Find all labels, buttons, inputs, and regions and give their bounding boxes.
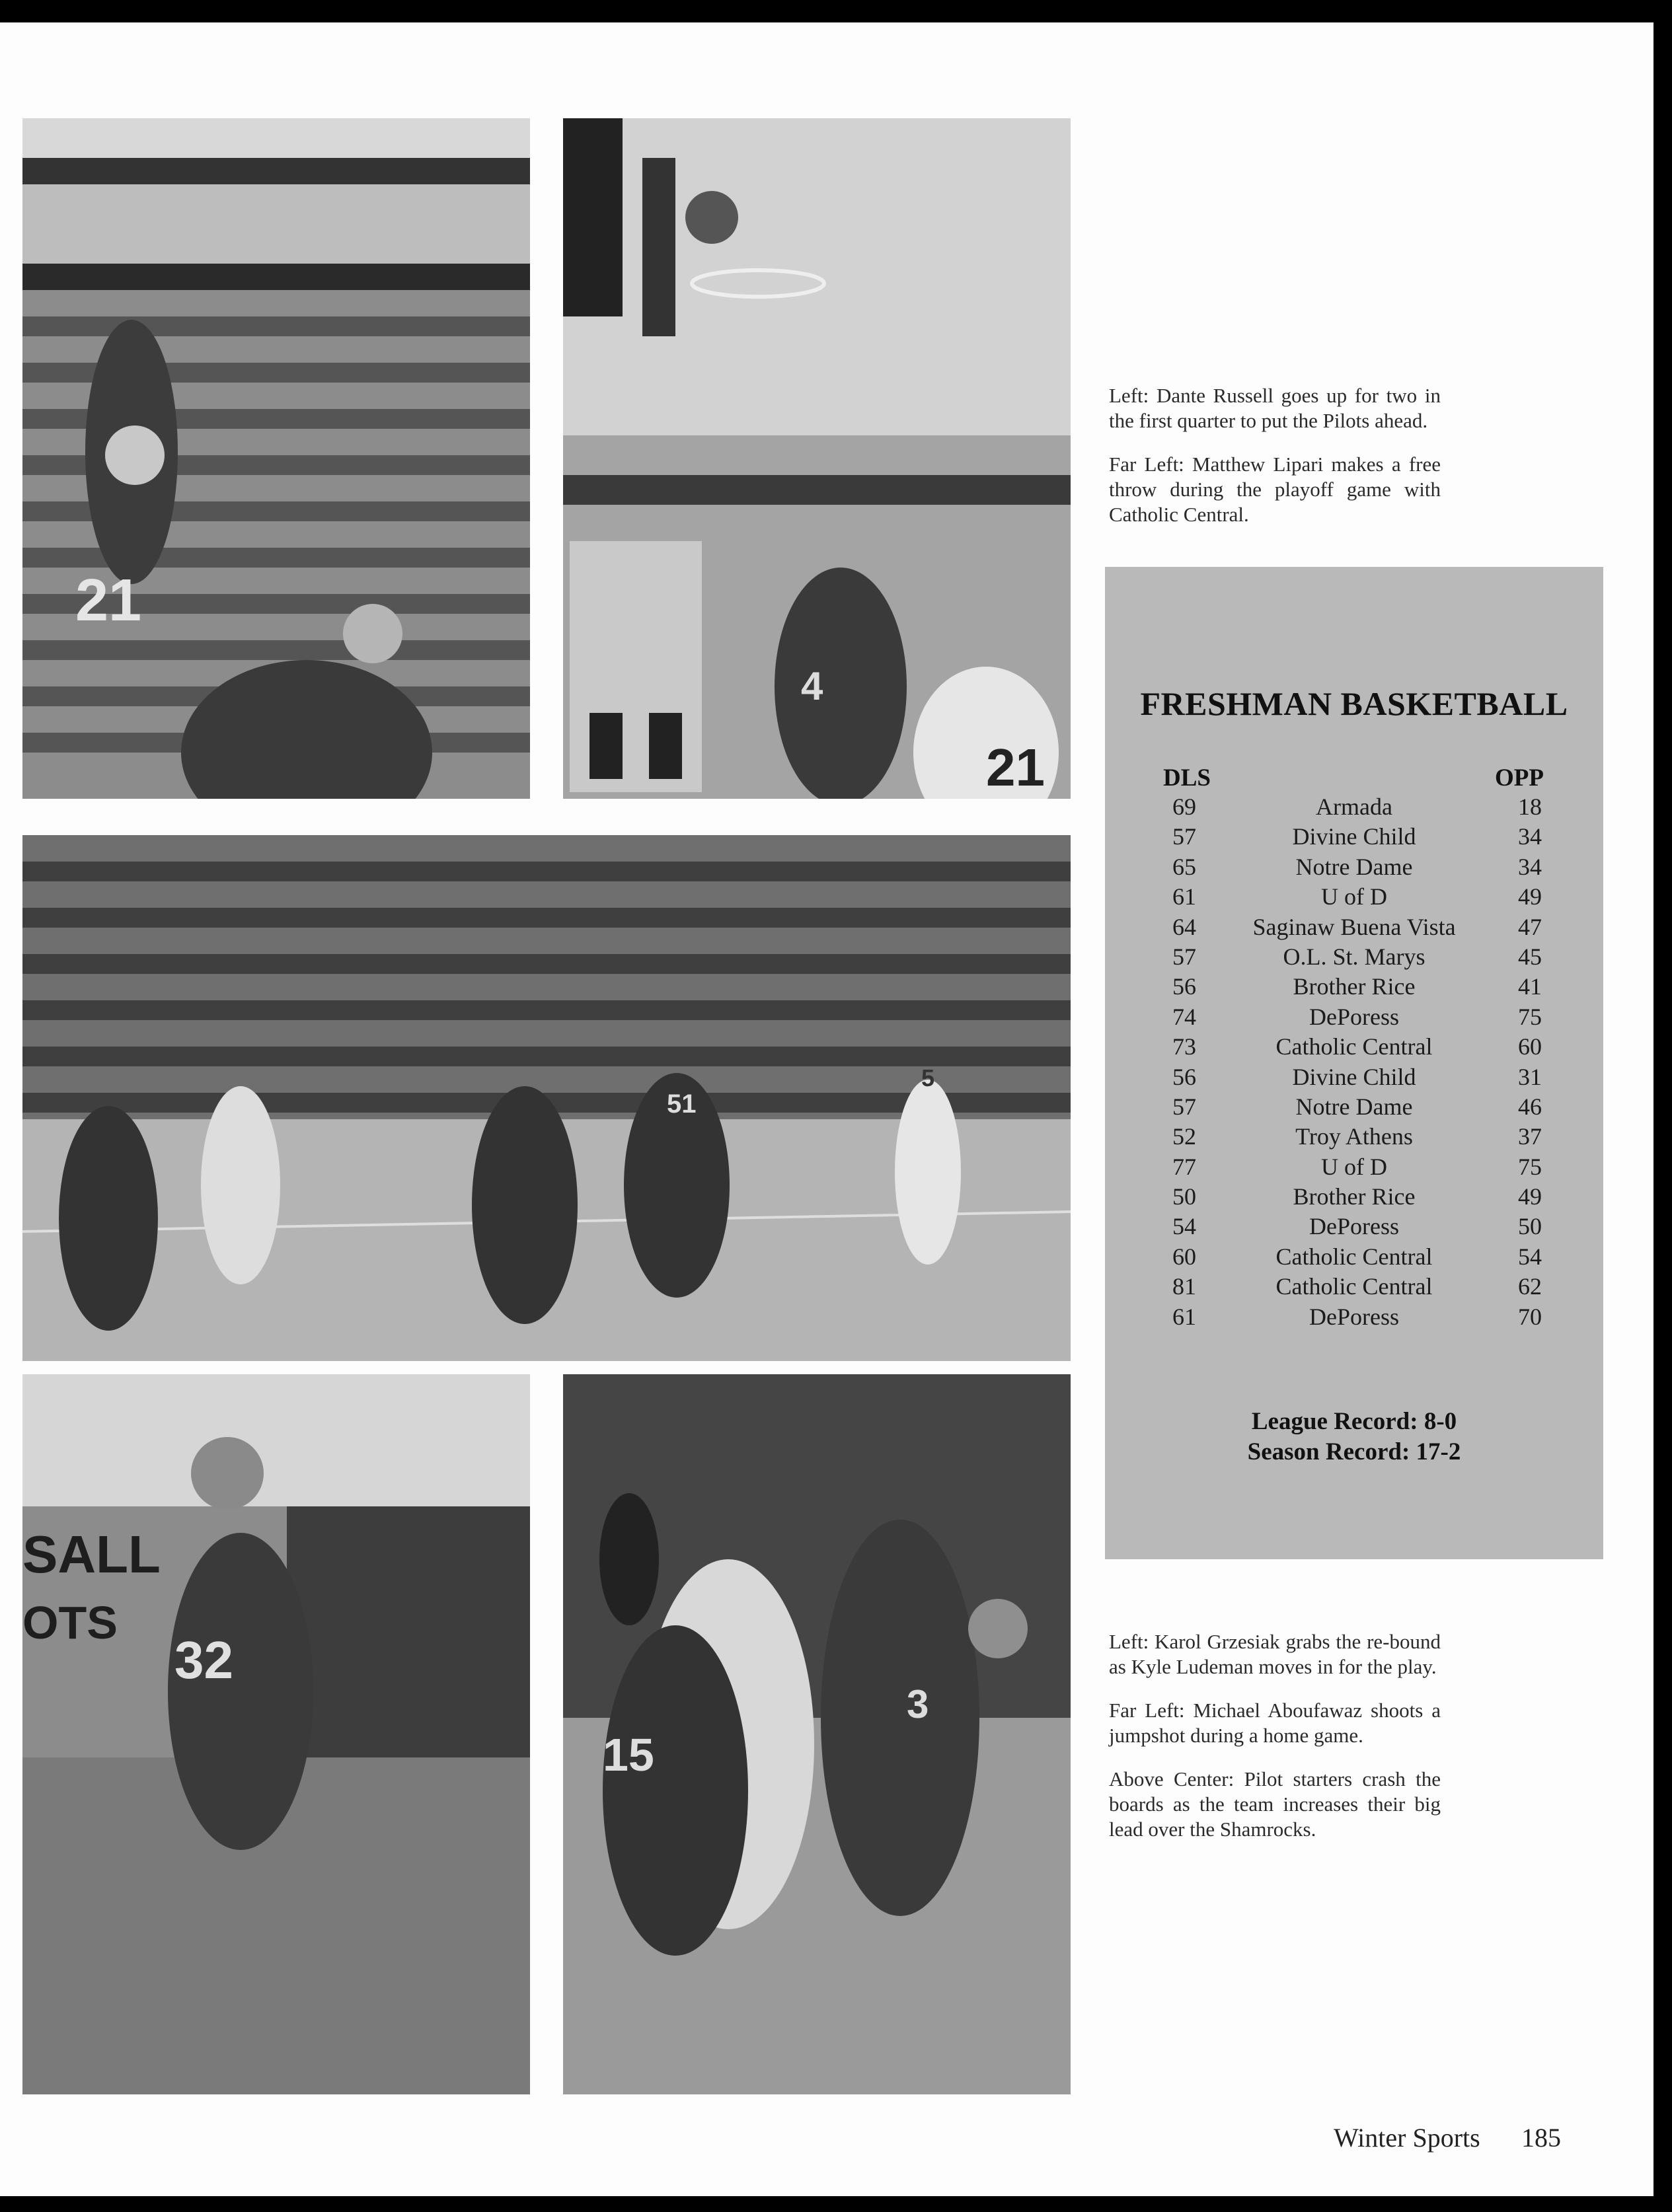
score-row	[1105, 823, 1603, 852]
opp-score: 41	[1518, 973, 1542, 1000]
caption-karol-grzesiak: Left: Karol Grzesiak grabs the re-bound as Kyle Ludeman moves in for the play.	[1109, 1630, 1441, 1678]
opponent-name: U of D	[1321, 883, 1387, 910]
score-row	[1105, 1093, 1603, 1123]
caption-michael-aboufawaz: Far Left: Michael Aboufawaz shoots a jumpshot during a home game.	[1109, 1699, 1441, 1747]
opponent-name: Catholic Central	[1275, 1243, 1433, 1270]
opponent-name: Divine Child	[1292, 1063, 1416, 1090]
dls-score: 60	[1172, 1243, 1196, 1270]
dls-score: 77	[1172, 1153, 1196, 1180]
league-record: League Record: 8-0	[1251, 1408, 1457, 1435]
opponent-name: Brother Rice	[1293, 973, 1416, 1000]
photo-free-throw	[22, 1374, 530, 2094]
opponent-name: DePoress	[1309, 1303, 1399, 1330]
score-row	[1105, 1003, 1603, 1033]
dls-score: 65	[1172, 853, 1196, 880]
dls-score: 57	[1172, 1093, 1196, 1120]
section-name: Winter Sports	[1334, 2123, 1480, 2153]
opponent-name: DePoress	[1309, 1003, 1399, 1030]
opp-score: 37	[1518, 1123, 1542, 1150]
scores-list	[1105, 793, 1603, 1333]
top-captions	[1109, 383, 1441, 527]
photo-game-action	[22, 835, 1071, 1361]
jersey-number-21: 21	[75, 568, 142, 634]
yearbook-page	[0, 22, 1653, 2196]
score-row	[1105, 973, 1603, 1002]
score-row	[1105, 1123, 1603, 1152]
caption-pilot-starters: Above Center: Pilot starters crash the boards as the team increases their big lead over the Shamrocks.	[1109, 1767, 1441, 1841]
opponent-name: Armada	[1316, 793, 1392, 820]
score-row	[1105, 883, 1603, 912]
jersey-number-21b: 21	[986, 738, 1045, 797]
opp-score: 50	[1518, 1213, 1542, 1240]
score-row	[1105, 1153, 1603, 1183]
opp-score: 31	[1518, 1063, 1542, 1090]
opp-score: 18	[1518, 793, 1542, 820]
opponent-name: Divine Child	[1292, 823, 1416, 850]
score-row	[1105, 1033, 1603, 1062]
dls-score: 61	[1172, 1303, 1196, 1330]
score-row	[1105, 793, 1603, 823]
opp-score: 45	[1518, 943, 1542, 970]
bottom-captions	[1109, 1629, 1441, 1842]
dls-score: 74	[1172, 1003, 1196, 1030]
opp-score: 49	[1518, 1183, 1542, 1210]
dls-score: 56	[1172, 1063, 1196, 1090]
banner-text-line1: SALL	[22, 1525, 161, 1584]
scoreboard-box	[1105, 567, 1603, 1559]
score-row	[1105, 1212, 1603, 1242]
caption-dante-russell: Left: Dante Russell goes up for two in the first quarter to put the Pilots ahead.	[1109, 384, 1441, 432]
opponent-name: Notre Dame	[1295, 1093, 1413, 1120]
score-row	[1105, 913, 1603, 943]
dls-score: 64	[1172, 913, 1196, 940]
photo-layup	[563, 118, 1071, 799]
opp-score: 46	[1518, 1093, 1542, 1120]
score-row	[1105, 1063, 1603, 1093]
jersey-number-32: 32	[174, 1631, 233, 1689]
photo-jumpshot	[22, 118, 530, 799]
scoreboard-title: FRESHMAN BASKETBALL	[1140, 685, 1568, 722]
photo-rebound	[563, 1374, 1071, 2094]
score-row	[1105, 1303, 1603, 1333]
opp-score: 49	[1518, 883, 1542, 910]
page-number: 185	[1521, 2123, 1561, 2153]
banner-text-line2: OTS	[22, 1597, 118, 1648]
dls-score: 57	[1172, 823, 1196, 850]
dls-score: 52	[1172, 1123, 1196, 1150]
dls-score: 61	[1172, 883, 1196, 910]
column-header-dls: DLS	[1163, 764, 1211, 792]
dls-score: 50	[1172, 1183, 1196, 1210]
jersey-number-3: 3	[907, 1682, 929, 1726]
dls-score: 81	[1172, 1273, 1196, 1300]
opponent-name: Troy Athens	[1295, 1123, 1413, 1150]
jersey-number-51: 51	[667, 1089, 697, 1119]
opponent-name: DePoress	[1309, 1213, 1399, 1240]
opponent-name: U of D	[1321, 1153, 1387, 1180]
opponent-name: O.L. St. Marys	[1283, 943, 1425, 970]
opp-score: 54	[1518, 1243, 1542, 1270]
jersey-number-4: 4	[801, 664, 823, 708]
opp-score: 47	[1518, 913, 1542, 940]
opp-score: 75	[1518, 1153, 1542, 1180]
dls-score: 69	[1172, 793, 1196, 820]
score-row	[1105, 1243, 1603, 1272]
opponent-name: Catholic Central	[1275, 1273, 1433, 1300]
dls-score: 73	[1172, 1033, 1196, 1060]
column-header-opp: OPP	[1495, 764, 1544, 792]
dls-score: 57	[1172, 943, 1196, 970]
opp-score: 34	[1518, 853, 1542, 880]
dls-score: 56	[1172, 973, 1196, 1000]
opponent-name: Brother Rice	[1293, 1183, 1416, 1210]
score-row	[1105, 943, 1603, 973]
opp-score: 60	[1518, 1033, 1542, 1060]
jersey-number-15: 15	[603, 1729, 654, 1781]
opp-score: 34	[1518, 823, 1542, 850]
opponent-name: Catholic Central	[1275, 1033, 1433, 1060]
opponent-name: Notre Dame	[1295, 853, 1413, 880]
score-row	[1105, 853, 1603, 883]
opp-score: 70	[1518, 1303, 1542, 1330]
opponent-name: Saginaw Buena Vista	[1252, 913, 1456, 940]
opp-score: 62	[1518, 1273, 1542, 1300]
caption-matthew-lipari: Far Left: Matthew Lipari makes a free throw during the playoff game with Catholic Central.	[1109, 453, 1441, 526]
dls-score: 54	[1172, 1213, 1196, 1240]
jersey-number-5: 5	[921, 1064, 935, 1091]
season-record: Season Record: 17-2	[1247, 1438, 1461, 1465]
score-row	[1105, 1272, 1603, 1302]
opp-score: 75	[1518, 1003, 1542, 1030]
score-row	[1105, 1183, 1603, 1212]
